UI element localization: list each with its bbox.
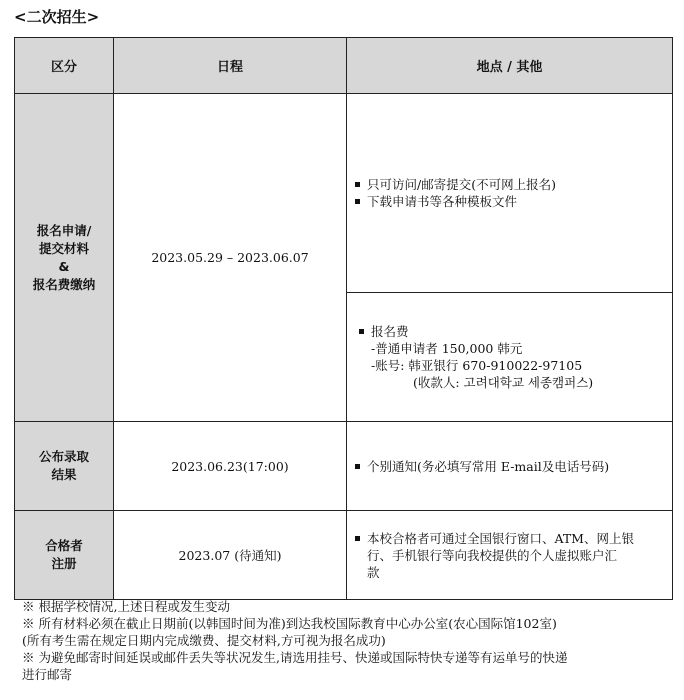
list-item: 本校合格者可通过全国银行窗口、ATM、网上银	[353, 530, 672, 547]
list-item: 个别通知(务必填写常用 E-mail及电话号码)	[353, 458, 672, 475]
payee-line: (收款人: 고려대학교 세종캠퍼스)	[413, 375, 594, 390]
schedule-table	[14, 37, 673, 600]
account-line: -账号: 韩亚银行 670-910022-97105	[371, 358, 583, 373]
notes	[22, 598, 672, 683]
list-item: 报名费	[357, 323, 672, 340]
row-date-register: 2023.07 (待通知)	[114, 511, 347, 600]
note-line: ※ 根据学校情况,上述日程或发生变动	[22, 599, 230, 614]
row-date-result: 2023.06.23(17:00)	[114, 422, 347, 511]
row-label-apply: 报名申请/ 提交材料 & 报名费缴纳	[15, 94, 114, 422]
table-row	[15, 511, 673, 600]
section-title: <二次招生>	[14, 8, 100, 26]
row-info-result	[347, 422, 673, 511]
header-schedule: 日程	[114, 38, 347, 94]
list-item: 只可访问/邮寄提交(不可网上报名)	[353, 176, 672, 193]
list-item: 下载申请书等各种模板文件	[353, 193, 672, 210]
table-row	[15, 422, 673, 511]
header-location: 地点 / 其他	[347, 38, 673, 94]
header-category: 区分	[15, 38, 114, 94]
row-label-result: 公布录取 结果	[15, 422, 114, 511]
fee-line: -普通申请者 150,000 韩元	[371, 341, 523, 356]
row-label-register: 合格者 注册	[15, 511, 114, 600]
note-line: 进行邮寄	[22, 667, 73, 682]
note-line: ※ 为避免邮寄时间延误或邮件丢失等状况发生,请选用挂号、快递或国际特快专递等有运单号的快递	[22, 650, 568, 665]
row-info-apply-b	[347, 293, 673, 422]
table-header-row	[15, 38, 673, 94]
row-info-apply-a	[347, 94, 673, 293]
row-info-register: 本校合格者可通过全国银行窗口、ATM、网上银 行、手机银行等向我校提供的个人虚拟账户汇 款	[347, 511, 673, 600]
table-row	[15, 94, 673, 293]
note-line: (所有考生需在规定日期内完成缴费、提交材料,方可视为报名成功)	[22, 633, 386, 648]
note-line: ※ 所有材料必须在截止日期前(以韩国时间为准)到达我校国际教育中心办公室(农心国际馆102室)	[22, 616, 557, 631]
row-date-apply: 2023.05.29 – 2023.06.07	[114, 94, 347, 422]
